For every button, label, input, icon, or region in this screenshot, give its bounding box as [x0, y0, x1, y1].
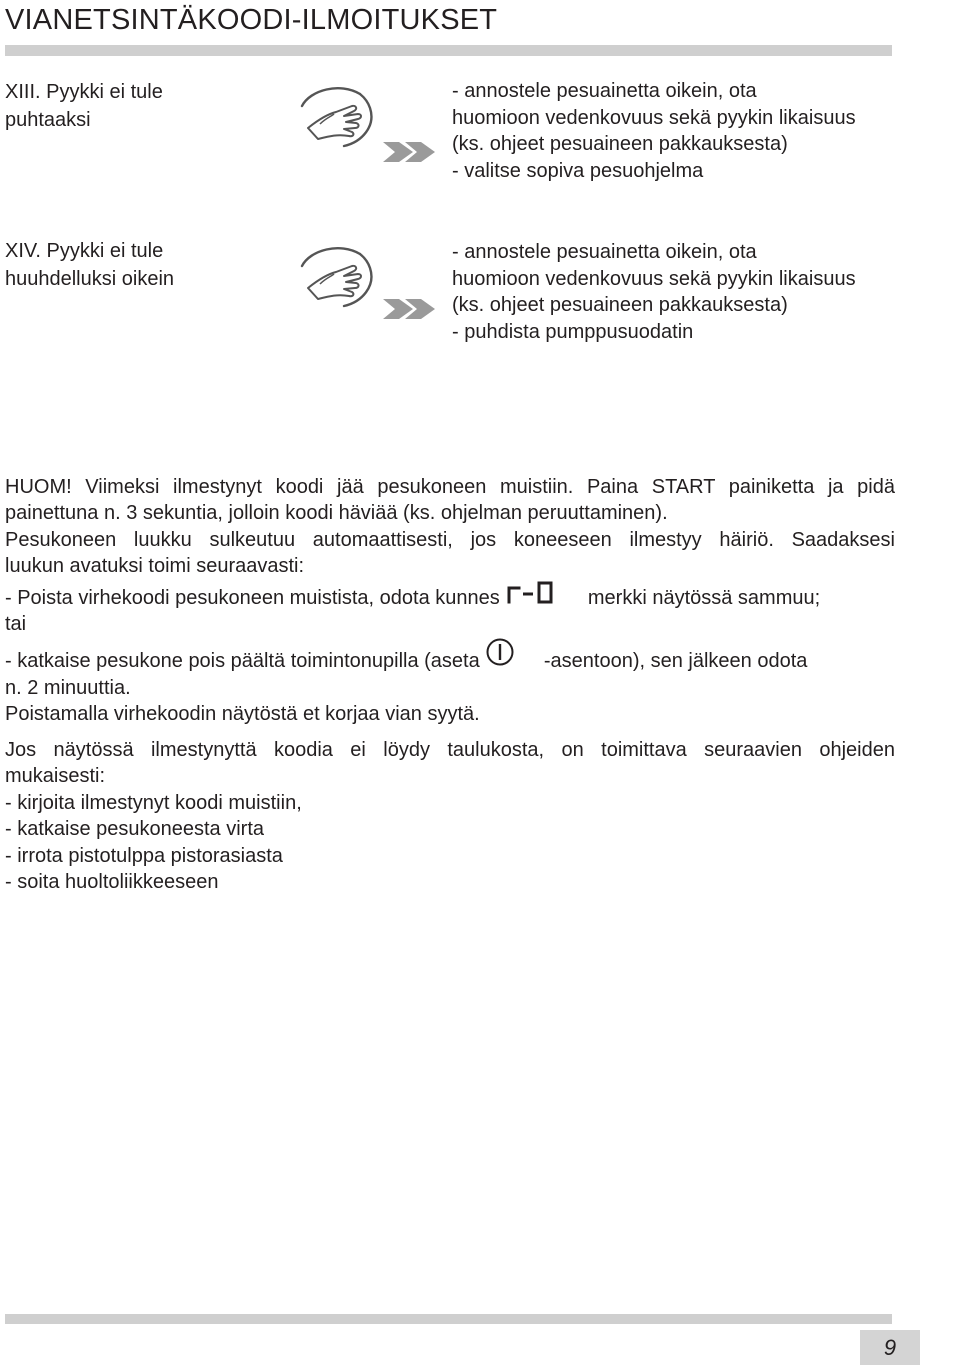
header-rule: [5, 45, 892, 56]
section-instructions: [452, 239, 856, 345]
instruction-line: huomioon vedenkovuus sekä pyykin likaisuus: [452, 267, 856, 290]
footer-rule: [5, 1314, 892, 1324]
section-label-line: XIV. Pyykki ei tule: [5, 240, 164, 262]
instruction-line: - annostele pesuainetta oikein, ota: [452, 80, 757, 102]
section-label: [5, 237, 174, 293]
section-instructions: [452, 78, 856, 184]
note-line: painettuna n. 3 sekuntia, jolloin koodi häviää (ks. ohjelman peruuttaminen).: [5, 502, 668, 525]
section-label-line: huuhdelluksi oikein: [5, 268, 175, 290]
instruction-line: (ks. ohjeet pesuaineen pakkauksesta): [452, 133, 788, 155]
display-code-icon: [505, 580, 557, 604]
page-title: VIANETSINTÄKOODI-ILMOITUKSET: [5, 4, 498, 36]
page-number: 9: [883, 1335, 897, 1360]
hand-icon: [296, 244, 376, 310]
unknown-code-line: mukaisesti:: [5, 765, 106, 788]
note-paragraph: [5, 474, 895, 728]
power-off-icon: [485, 637, 519, 667]
note-line: tai: [5, 613, 27, 636]
unknown-code-line: - kirjoita ilmestynyt koodi muistiin,: [5, 791, 302, 814]
section-label-line: XIII. Pyykki ei tule: [5, 81, 163, 103]
unknown-code-line: - katkaise pesukoneesta virta: [5, 818, 265, 841]
note-line: Poistamalla virhekoodin näytöstä et korjaa vian syytä.: [5, 703, 480, 726]
power-off-text: - katkaise pesukone pois päältä toimintonupilla (aseta: [5, 650, 480, 673]
hand-icon: [296, 84, 376, 150]
erase-code-instruction: [5, 580, 895, 611]
erase-code-text: merkki näytössä sammuu;: [587, 586, 821, 609]
double-arrow-icon: [383, 297, 439, 321]
power-off-text: -asentoon), sen jälkeen odota: [543, 650, 808, 673]
note-line: luukun avatuksi toimi seuraavasti:: [5, 555, 305, 578]
instruction-line: - annostele pesuainetta oikein, ota: [452, 241, 757, 263]
instruction-line: huomioon vedenkovuus sekä pyykin likaisuus: [452, 106, 856, 129]
note-line: HUOM! Viimeksi ilmestynyt koodi jää pesukoneen muistiin. Paina START painiketta ja pidä: [5, 476, 895, 498]
instruction-line: - puhdista pumppusuodatin: [452, 320, 694, 343]
unknown-code-line: Jos näytössä ilmestynyttä koodia ei löydy taulukosta, on toimittava seuraavien ohjeiden: [5, 739, 895, 761]
power-off-instruction: [5, 637, 895, 674]
double-arrow-icon: [383, 140, 439, 164]
unknown-code-line: - soita huoltoliikkeeseen: [5, 871, 219, 894]
erase-code-text: - Poista virhekoodi pesukoneen muistista, odota kunnes: [5, 586, 500, 609]
unknown-code-line: - irrota pistotulppa pistorasiasta: [5, 844, 283, 867]
section-label: [5, 78, 163, 134]
instruction-line: - valitse sopiva pesuohjelma: [452, 159, 704, 182]
section-label-line: puhtaaksi: [5, 109, 91, 131]
instruction-line: (ks. ohjeet pesuaineen pakkauksesta): [452, 294, 788, 316]
note-line: Pesukoneen luukku sulkeutuu automaattisesti, jos koneeseen ilmestyy häiriö. Saadaksesi: [5, 528, 895, 551]
unknown-code-paragraph: [5, 737, 895, 895]
note-line: n. 2 minuuttia.: [5, 676, 131, 699]
